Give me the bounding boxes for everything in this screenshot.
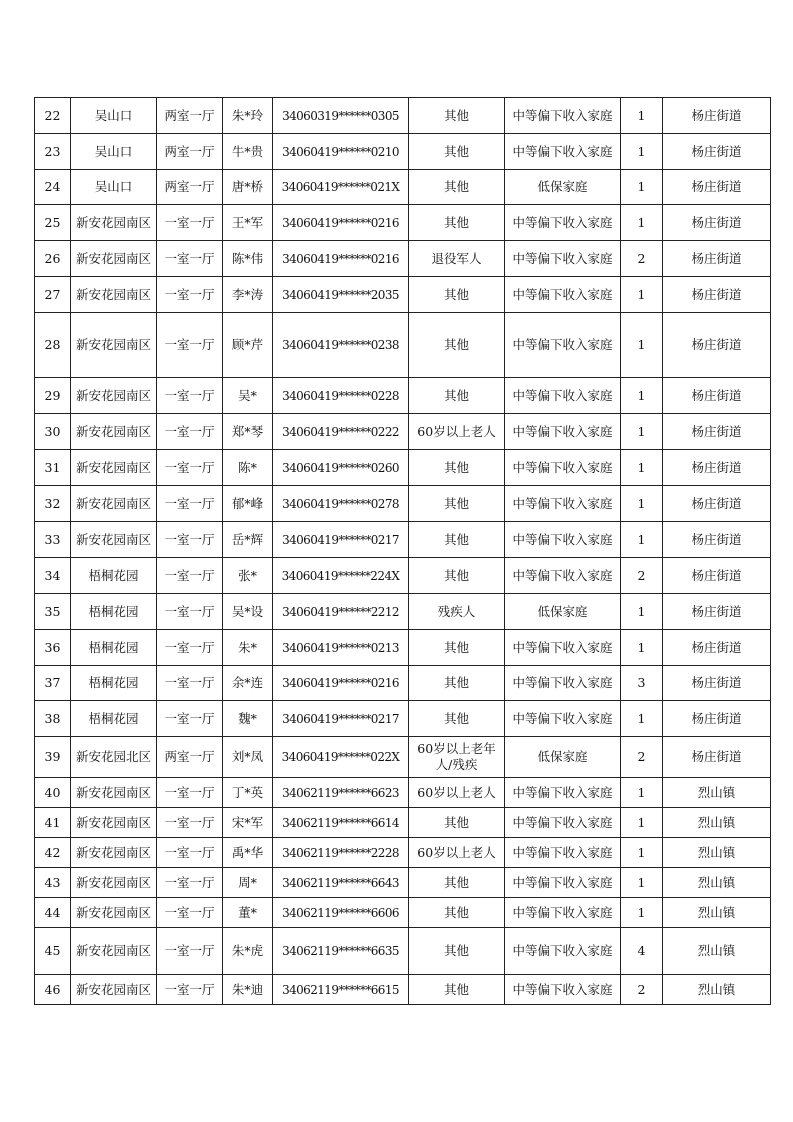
applicant-category-cell: 其他: [409, 522, 505, 558]
applicant-category-cell: 60岁以上老人: [409, 414, 505, 450]
subdistrict-cell: 烈山镇: [663, 838, 771, 868]
community-name-cell: 吴山口: [71, 98, 157, 134]
household-income-type-cell: 中等偏下收入家庭: [505, 666, 621, 701]
unit-type-cell: 一室一厅: [157, 975, 223, 1005]
row-number-cell: 25: [35, 205, 71, 241]
row-number-cell: 34: [35, 558, 71, 594]
id-number-cell: 34062119******6623: [273, 778, 409, 808]
applicant-category-cell: 其他: [409, 277, 505, 313]
id-number-cell: 34060419******0216: [273, 241, 409, 277]
row-number-cell: 29: [35, 378, 71, 414]
row-number-cell: 46: [35, 975, 71, 1005]
subdistrict-cell: 杨庄街道: [663, 737, 771, 778]
applicant-category-cell: 其他: [409, 975, 505, 1005]
subdistrict-cell: 杨庄街道: [663, 170, 771, 205]
row-number-cell: 23: [35, 134, 71, 170]
household-size-cell: 1: [621, 701, 663, 737]
household-size-cell: 1: [621, 594, 663, 630]
unit-type-cell: 一室一厅: [157, 486, 223, 522]
community-name-cell: 梧桐花园: [71, 701, 157, 737]
table-row: [35, 630, 771, 666]
community-name-cell: 新安花园南区: [71, 486, 157, 522]
applicant-category-cell: 其他: [409, 378, 505, 414]
row-number-cell: 38: [35, 701, 71, 737]
row-number-cell: 42: [35, 838, 71, 868]
household-income-type-cell: 低保家庭: [505, 594, 621, 630]
community-name-cell: 梧桐花园: [71, 558, 157, 594]
applicant-name-cell: 丁*英: [223, 778, 273, 808]
community-name-cell: 新安花园南区: [71, 522, 157, 558]
applicant-category-cell: 其他: [409, 450, 505, 486]
applicant-name-cell: 朱*玲: [223, 98, 273, 134]
applicant-category-cell: 其他: [409, 928, 505, 975]
household-income-type-cell: 中等偏下收入家庭: [505, 778, 621, 808]
household-size-cell: 1: [621, 98, 663, 134]
household-size-cell: 3: [621, 666, 663, 701]
household-income-type-cell: 中等偏下收入家庭: [505, 975, 621, 1005]
unit-type-cell: 一室一厅: [157, 450, 223, 486]
table-row: [35, 170, 771, 205]
household-size-cell: 2: [621, 241, 663, 277]
household-size-cell: 1: [621, 522, 663, 558]
household-size-cell: 1: [621, 808, 663, 838]
household-size-cell: 1: [621, 170, 663, 205]
subdistrict-cell: 杨庄街道: [663, 701, 771, 737]
subdistrict-cell: 杨庄街道: [663, 414, 771, 450]
unit-type-cell: 一室一厅: [157, 594, 223, 630]
table-row: [35, 594, 771, 630]
table-row: [35, 486, 771, 522]
table-row: [35, 277, 771, 313]
applicant-name-cell: 王*军: [223, 205, 273, 241]
subdistrict-cell: 烈山镇: [663, 928, 771, 975]
household-size-cell: 2: [621, 737, 663, 778]
applicant-name-cell: 吴*: [223, 378, 273, 414]
applicant-category-cell: 其他: [409, 701, 505, 737]
id-number-cell: 34060419******022X: [273, 737, 409, 778]
table-row: [35, 241, 771, 277]
community-name-cell: 新安花园南区: [71, 450, 157, 486]
community-name-cell: 吴山口: [71, 134, 157, 170]
table-row: [35, 778, 771, 808]
table-row: [35, 701, 771, 737]
household-size-cell: 1: [621, 414, 663, 450]
applicant-category-cell: 其他: [409, 898, 505, 928]
unit-type-cell: 一室一厅: [157, 558, 223, 594]
table-row: [35, 838, 771, 868]
household-size-cell: 1: [621, 450, 663, 486]
household-income-type-cell: 中等偏下收入家庭: [505, 205, 621, 241]
unit-type-cell: 一室一厅: [157, 313, 223, 378]
unit-type-cell: 一室一厅: [157, 868, 223, 898]
household-income-type-cell: 中等偏下收入家庭: [505, 898, 621, 928]
subdistrict-cell: 烈山镇: [663, 778, 771, 808]
id-number-cell: 34062119******6643: [273, 868, 409, 898]
unit-type-cell: 一室一厅: [157, 898, 223, 928]
household-size-cell: 1: [621, 838, 663, 868]
subdistrict-cell: 杨庄街道: [663, 594, 771, 630]
subdistrict-cell: 烈山镇: [663, 975, 771, 1005]
subdistrict-cell: 烈山镇: [663, 898, 771, 928]
id-number-cell: 34060419******021X: [273, 170, 409, 205]
subdistrict-cell: 杨庄街道: [663, 277, 771, 313]
row-number-cell: 35: [35, 594, 71, 630]
unit-type-cell: 一室一厅: [157, 522, 223, 558]
household-income-type-cell: 中等偏下收入家庭: [505, 134, 621, 170]
community-name-cell: 新安花园南区: [71, 313, 157, 378]
applicant-name-cell: 陈*: [223, 450, 273, 486]
table-row: [35, 898, 771, 928]
subdistrict-cell: 杨庄街道: [663, 98, 771, 134]
household-income-type-cell: 低保家庭: [505, 170, 621, 205]
applicant-category-cell: 其他: [409, 630, 505, 666]
row-number-cell: 44: [35, 898, 71, 928]
id-number-cell: 34062119******6615: [273, 975, 409, 1005]
household-size-cell: 1: [621, 277, 663, 313]
applicant-name-cell: 宋*军: [223, 808, 273, 838]
community-name-cell: 新安花园南区: [71, 808, 157, 838]
id-number-cell: 34060419******0222: [273, 414, 409, 450]
row-number-cell: 45: [35, 928, 71, 975]
household-income-type-cell: 低保家庭: [505, 737, 621, 778]
applicant-name-cell: 魏*: [223, 701, 273, 737]
community-name-cell: 新安花园南区: [71, 241, 157, 277]
subdistrict-cell: 杨庄街道: [663, 241, 771, 277]
subdistrict-cell: 杨庄街道: [663, 666, 771, 701]
unit-type-cell: 一室一厅: [157, 277, 223, 313]
applicant-category-cell: 其他: [409, 170, 505, 205]
applicant-category-cell: 60岁以上老人: [409, 838, 505, 868]
community-name-cell: 新安花园南区: [71, 898, 157, 928]
applicant-name-cell: 刘*凤: [223, 737, 273, 778]
table-row: [35, 414, 771, 450]
household-income-type-cell: 中等偏下收入家庭: [505, 630, 621, 666]
applicant-name-cell: 余*连: [223, 666, 273, 701]
unit-type-cell: 一室一厅: [157, 928, 223, 975]
applicant-name-cell: 郁*峰: [223, 486, 273, 522]
row-number-cell: 27: [35, 277, 71, 313]
household-income-type-cell: 中等偏下收入家庭: [505, 378, 621, 414]
subdistrict-cell: 杨庄街道: [663, 378, 771, 414]
id-number-cell: 34060419******0238: [273, 313, 409, 378]
applicant-category-cell: 60岁以上老年人/残疾: [409, 737, 505, 778]
row-number-cell: 24: [35, 170, 71, 205]
subdistrict-cell: 杨庄街道: [663, 134, 771, 170]
applicant-name-cell: 朱*虎: [223, 928, 273, 975]
community-name-cell: 新安花园南区: [71, 205, 157, 241]
row-number-cell: 28: [35, 313, 71, 378]
id-number-cell: 34060419******0260: [273, 450, 409, 486]
community-name-cell: 梧桐花园: [71, 666, 157, 701]
household-income-type-cell: 中等偏下收入家庭: [505, 277, 621, 313]
household-income-type-cell: 中等偏下收入家庭: [505, 558, 621, 594]
applicant-category-cell: 其他: [409, 134, 505, 170]
unit-type-cell: 两室一厅: [157, 98, 223, 134]
id-number-cell: 34060419******0210: [273, 134, 409, 170]
household-income-type-cell: 中等偏下收入家庭: [505, 808, 621, 838]
id-number-cell: 34060319******0305: [273, 98, 409, 134]
unit-type-cell: 一室一厅: [157, 666, 223, 701]
applicant-category-cell: 60岁以上老人: [409, 778, 505, 808]
applicant-name-cell: 唐*桥: [223, 170, 273, 205]
table-row: [35, 975, 771, 1005]
unit-type-cell: 两室一厅: [157, 170, 223, 205]
applicant-name-cell: 禹*华: [223, 838, 273, 868]
household-size-cell: 1: [621, 205, 663, 241]
applicant-name-cell: 顾*芹: [223, 313, 273, 378]
table-row: [35, 666, 771, 701]
subdistrict-cell: 杨庄街道: [663, 205, 771, 241]
id-number-cell: 34060419******0228: [273, 378, 409, 414]
unit-type-cell: 两室一厅: [157, 134, 223, 170]
table-row: [35, 98, 771, 134]
subdistrict-cell: 烈山镇: [663, 868, 771, 898]
row-number-cell: 43: [35, 868, 71, 898]
household-income-type-cell: 中等偏下收入家庭: [505, 928, 621, 975]
community-name-cell: 新安花园南区: [71, 928, 157, 975]
community-name-cell: 梧桐花园: [71, 594, 157, 630]
id-number-cell: 34060419******2035: [273, 277, 409, 313]
household-size-cell: 1: [621, 868, 663, 898]
community-name-cell: 梧桐花园: [71, 630, 157, 666]
household-income-type-cell: 中等偏下收入家庭: [505, 701, 621, 737]
household-size-cell: 1: [621, 134, 663, 170]
row-number-cell: 32: [35, 486, 71, 522]
id-number-cell: 34062119******2228: [273, 838, 409, 868]
household-size-cell: 1: [621, 898, 663, 928]
id-number-cell: 34062119******6614: [273, 808, 409, 838]
community-name-cell: 新安花园南区: [71, 838, 157, 868]
household-size-cell: 1: [621, 313, 663, 378]
applicant-name-cell: 郑*琴: [223, 414, 273, 450]
community-name-cell: 新安花园北区: [71, 737, 157, 778]
table-row: [35, 134, 771, 170]
applicant-name-cell: 董*: [223, 898, 273, 928]
row-number-cell: 40: [35, 778, 71, 808]
household-income-type-cell: 中等偏下收入家庭: [505, 241, 621, 277]
id-number-cell: 34060419******0213: [273, 630, 409, 666]
subdistrict-cell: 杨庄街道: [663, 486, 771, 522]
household-income-type-cell: 中等偏下收入家庭: [505, 313, 621, 378]
row-number-cell: 22: [35, 98, 71, 134]
unit-type-cell: 一室一厅: [157, 778, 223, 808]
id-number-cell: 34062119******6635: [273, 928, 409, 975]
unit-type-cell: 一室一厅: [157, 630, 223, 666]
subdistrict-cell: 杨庄街道: [663, 450, 771, 486]
row-number-cell: 41: [35, 808, 71, 838]
subdistrict-cell: 杨庄街道: [663, 522, 771, 558]
community-name-cell: 新安花园南区: [71, 778, 157, 808]
table-row: [35, 313, 771, 378]
id-number-cell: 34060419******0217: [273, 522, 409, 558]
id-number-cell: 34060419******0216: [273, 205, 409, 241]
applicant-name-cell: 李*涛: [223, 277, 273, 313]
community-name-cell: 新安花园南区: [71, 414, 157, 450]
table-row: [35, 808, 771, 838]
household-income-type-cell: 中等偏下收入家庭: [505, 486, 621, 522]
household-size-cell: 1: [621, 486, 663, 522]
household-size-cell: 1: [621, 778, 663, 808]
unit-type-cell: 一室一厅: [157, 701, 223, 737]
community-name-cell: 新安花园南区: [71, 378, 157, 414]
id-number-cell: 34060419******0217: [273, 701, 409, 737]
table-row: [35, 737, 771, 778]
community-name-cell: 新安花园南区: [71, 277, 157, 313]
household-size-cell: 1: [621, 378, 663, 414]
id-number-cell: 34060419******224X: [273, 558, 409, 594]
row-number-cell: 33: [35, 522, 71, 558]
applicant-category-cell: 残疾人: [409, 594, 505, 630]
row-number-cell: 26: [35, 241, 71, 277]
applicant-name-cell: 张*: [223, 558, 273, 594]
row-number-cell: 37: [35, 666, 71, 701]
household-size-cell: 4: [621, 928, 663, 975]
applicant-name-cell: 陈*伟: [223, 241, 273, 277]
applicant-name-cell: 朱*迪: [223, 975, 273, 1005]
applicant-category-cell: 退役军人: [409, 241, 505, 277]
applicant-category-cell: 其他: [409, 666, 505, 701]
table-row: [35, 868, 771, 898]
community-name-cell: 新安花园南区: [71, 975, 157, 1005]
household-income-type-cell: 中等偏下收入家庭: [505, 868, 621, 898]
applicant-name-cell: 牛*贵: [223, 134, 273, 170]
unit-type-cell: 一室一厅: [157, 838, 223, 868]
household-size-cell: 1: [621, 630, 663, 666]
household-income-type-cell: 中等偏下收入家庭: [505, 450, 621, 486]
subdistrict-cell: 杨庄街道: [663, 630, 771, 666]
allocation-table: [34, 97, 771, 1005]
household-income-type-cell: 中等偏下收入家庭: [505, 414, 621, 450]
community-name-cell: 吴山口: [71, 170, 157, 205]
table-body: [35, 98, 771, 1005]
household-size-cell: 2: [621, 975, 663, 1005]
row-number-cell: 36: [35, 630, 71, 666]
table-row: [35, 205, 771, 241]
applicant-category-cell: 其他: [409, 313, 505, 378]
id-number-cell: 34060419******2212: [273, 594, 409, 630]
table-row: [35, 928, 771, 975]
household-income-type-cell: 中等偏下收入家庭: [505, 838, 621, 868]
applicant-name-cell: 岳*辉: [223, 522, 273, 558]
household-income-type-cell: 中等偏下收入家庭: [505, 98, 621, 134]
applicant-category-cell: 其他: [409, 868, 505, 898]
unit-type-cell: 一室一厅: [157, 414, 223, 450]
applicant-category-cell: 其他: [409, 558, 505, 594]
subdistrict-cell: 杨庄街道: [663, 558, 771, 594]
applicant-category-cell: 其他: [409, 486, 505, 522]
unit-type-cell: 一室一厅: [157, 378, 223, 414]
table-row: [35, 450, 771, 486]
community-name-cell: 新安花园南区: [71, 868, 157, 898]
row-number-cell: 30: [35, 414, 71, 450]
id-number-cell: 34060419******0278: [273, 486, 409, 522]
unit-type-cell: 一室一厅: [157, 808, 223, 838]
unit-type-cell: 一室一厅: [157, 205, 223, 241]
applicant-name-cell: 吴*设: [223, 594, 273, 630]
applicant-name-cell: 周*: [223, 868, 273, 898]
table-row: [35, 558, 771, 594]
applicant-category-cell: 其他: [409, 205, 505, 241]
subdistrict-cell: 烈山镇: [663, 808, 771, 838]
id-number-cell: 34062119******6606: [273, 898, 409, 928]
row-number-cell: 39: [35, 737, 71, 778]
applicant-category-cell: 其他: [409, 808, 505, 838]
applicant-name-cell: 朱*: [223, 630, 273, 666]
unit-type-cell: 一室一厅: [157, 241, 223, 277]
table-row: [35, 378, 771, 414]
subdistrict-cell: 杨庄街道: [663, 313, 771, 378]
applicant-category-cell: 其他: [409, 98, 505, 134]
row-number-cell: 31: [35, 450, 71, 486]
household-size-cell: 2: [621, 558, 663, 594]
unit-type-cell: 两室一厅: [157, 737, 223, 778]
household-income-type-cell: 中等偏下收入家庭: [505, 522, 621, 558]
id-number-cell: 34060419******0216: [273, 666, 409, 701]
table-row: [35, 522, 771, 558]
